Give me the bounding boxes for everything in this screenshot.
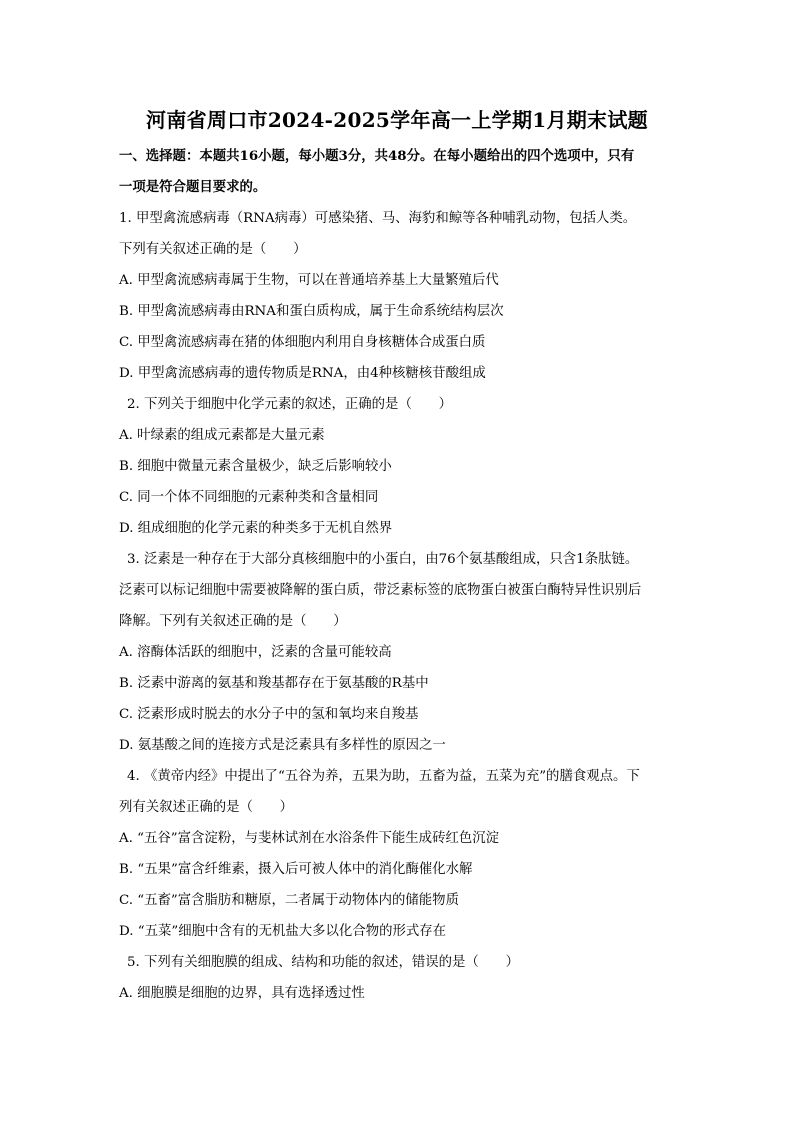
- page-title: 河南省周口市2024-2025学年高一上学期1月期末试题: [146, 108, 648, 132]
- option-c: C. “五畜”富含脂肪和糖原，二者属于动物体内的储能物质: [119, 893, 459, 908]
- question-2: [119, 389, 679, 544]
- option-a: A. 溶酶体活跃的细胞中，泛素的含量可能较高: [119, 645, 392, 660]
- question-stem: 1. 甲型禽流感病毒（RNA病毒）可感染猪、马、海豹和鲸等各种哺乳动物，包括人类。: [119, 211, 637, 226]
- option-d: D. 组成细胞的化学元素的种类多于无机自然界: [119, 521, 393, 536]
- option-b: B. 甲型禽流感病毒由RNA和蛋白质构成，属于生命系统结构层次: [119, 304, 504, 319]
- question-stem: 3. 泛素是一种存在于大部分真核细胞中的小蛋白，由76个氨基酸组成，只含1条肽链。: [127, 552, 639, 567]
- option-c: C. 甲型禽流感病毒在猪的体细胞内利用自身核糖体合成蛋白质: [119, 335, 486, 350]
- question-stem: 4. 《黄帝内经》中提出了“五谷为养，五果为助，五畜为益，五菜为充”的膳食观点。下: [127, 769, 640, 784]
- question-stem: 5. 下列有关细胞膜的组成、结构和功能的叙述，错误的是（ ）: [127, 955, 519, 970]
- question-stem: 列有关叙述正确的是（ ）: [119, 800, 294, 815]
- option-a: A. 叶绿素的组成元素都是大量元素: [119, 428, 325, 443]
- option-d: D. “五菜”细胞中含有的无机盐大多以化合物的形式存在: [119, 924, 447, 939]
- option-c: C. 同一个体不同细胞的元素种类和含量相同: [119, 490, 379, 505]
- option-b: B. 细胞中微量元素含量极少，缺乏后影响较小: [119, 459, 392, 474]
- question-4: [119, 761, 679, 947]
- question-5: [119, 947, 679, 1009]
- option-b: B. 泛素中游离的氨基和羧基都存在于氨基酸的R基中: [119, 676, 429, 691]
- question-stem: 下列有关叙述正确的是（ ）: [119, 242, 307, 257]
- question-stem: 降解。下列有关叙述正确的是（ ）: [119, 614, 347, 629]
- question-1: [119, 203, 679, 389]
- option-a: A. 细胞膜是细胞的边界，具有选择透过性: [119, 986, 365, 1001]
- section-heading-line: 一、选择题：本题共16小题，每小题3分，共48分。在每小题给出的四个选项中，只有: [119, 148, 635, 164]
- option-b: B. “五果”富含纤维素，摄入后可被人体中的消化酶催化水解: [119, 862, 473, 877]
- question-stem: 泛素可以标记细胞中需要被降解的蛋白质，带泛素标签的底物蛋白被蛋白酶特异性识别后: [119, 583, 642, 598]
- exam-content: [119, 141, 679, 1009]
- section-heading-line: 一项是符合题目要求的。: [119, 179, 267, 195]
- option-d: D. 甲型禽流感病毒的遗传物质是RNA，由4种核糖核苷酸组成: [119, 366, 486, 381]
- option-a: A. 甲型禽流感病毒属于生物，可以在普通培养基上大量繁殖后代: [119, 273, 499, 288]
- question-3: [119, 544, 679, 761]
- option-d: D. 氨基酸之间的连接方式是泛素具有多样性的原因之一: [119, 738, 446, 753]
- option-c: C. 泛素形成时脱去的水分子中的氢和氧均来自羧基: [119, 707, 419, 722]
- option-a: A. “五谷”富含淀粉，与斐林试剂在水浴条件下能生成砖红色沉淀: [119, 831, 500, 846]
- question-stem: 2. 下列关于细胞中化学元素的叙述，正确的是（ ）: [127, 397, 453, 412]
